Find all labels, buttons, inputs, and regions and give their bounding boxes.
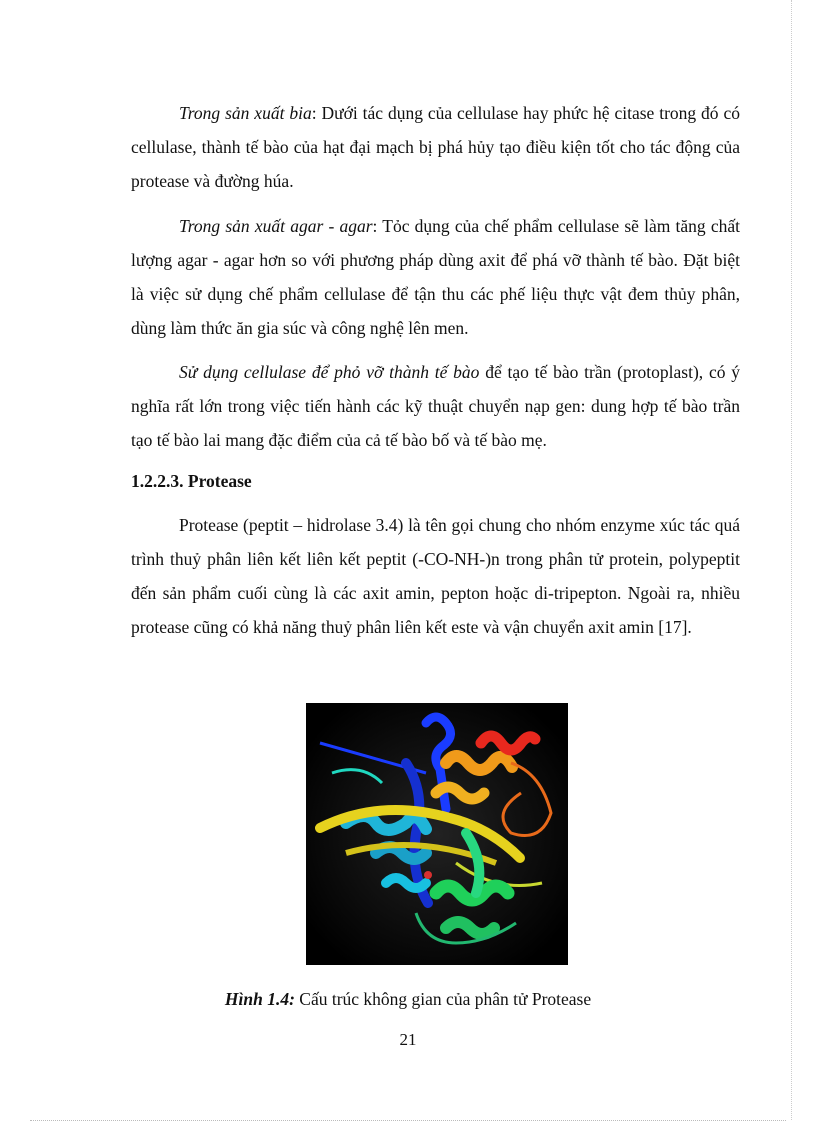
paragraph-protease <box>131 508 740 644</box>
page-right-border <box>791 0 792 1120</box>
paragraph-beer-production <box>131 96 740 198</box>
paragraph-body: : Tỏc dụng của chế phẩm cellulase sẽ làm tăng chất lượng agar - agar hơn so với phương pháp dùng axit để phá vỡ thành tế bào. Đặt biệt là việc sử dụng chế phẩm cellulase để tận thu các phế liệu thực vật đem thủy phân, dùng làm thức ăn gia súc và công nghệ lên men. <box>131 216 740 338</box>
paragraph-agar-production <box>131 209 740 345</box>
figure-caption-text: Cấu trúc không gian của phân tử Protease <box>294 989 592 1009</box>
section-heading: 1.2.2.3. Protease <box>131 471 252 491</box>
figure-caption <box>0 985 816 1013</box>
protein-ribbon-illustration <box>306 703 568 965</box>
paragraph-lead: Trong sản xuất bia <box>179 103 312 123</box>
page-number: 21 <box>399 1030 417 1049</box>
paragraph-lead: Sử dụng cellulase để phỏ vỡ thành tế bào <box>179 362 480 382</box>
paragraph-body: Protease (peptit – hidrolase 3.4) là tên gọi chung cho nhóm enzyme xúc tác quá trình thuỷ phân liên kết liên kết peptit (-CO-NH-)n trong phân tử protein, polypeptit đến sản phẩm cuối cùng là các axit amin, pepton hoặc di-tripepton. Ngoài ra, nhiều protease cũng có khả năng thuỷ phân liên kết este và vận chuyển axit amin [17]. <box>131 515 740 637</box>
paragraph-body: : Dưới tác dụng của cellulase hay phức hệ citase trong đó có cellulase, thành tế bào của hạt đại mạch bị phá hủy tạo điều kiện tốt cho tác động của protease và đường húa. <box>131 103 740 191</box>
protease-structure-image <box>306 703 568 965</box>
paragraph-body: để tạo tế bào trần (protoplast), có ý nghĩa rất lớn trong việc tiến hành các kỹ thuật chuyển nạp gen: dung hợp tế bào trần tạo tế bào lai mang đặc điểm của cả tế bào bố và tế bào mẹ. <box>131 362 740 450</box>
page-bottom-border <box>30 1120 786 1121</box>
paragraph-protoplast <box>131 355 740 457</box>
paragraph-lead: Trong sản xuất agar - agar <box>179 216 373 236</box>
figure-caption-label: Hình 1.4: <box>224 989 295 1009</box>
